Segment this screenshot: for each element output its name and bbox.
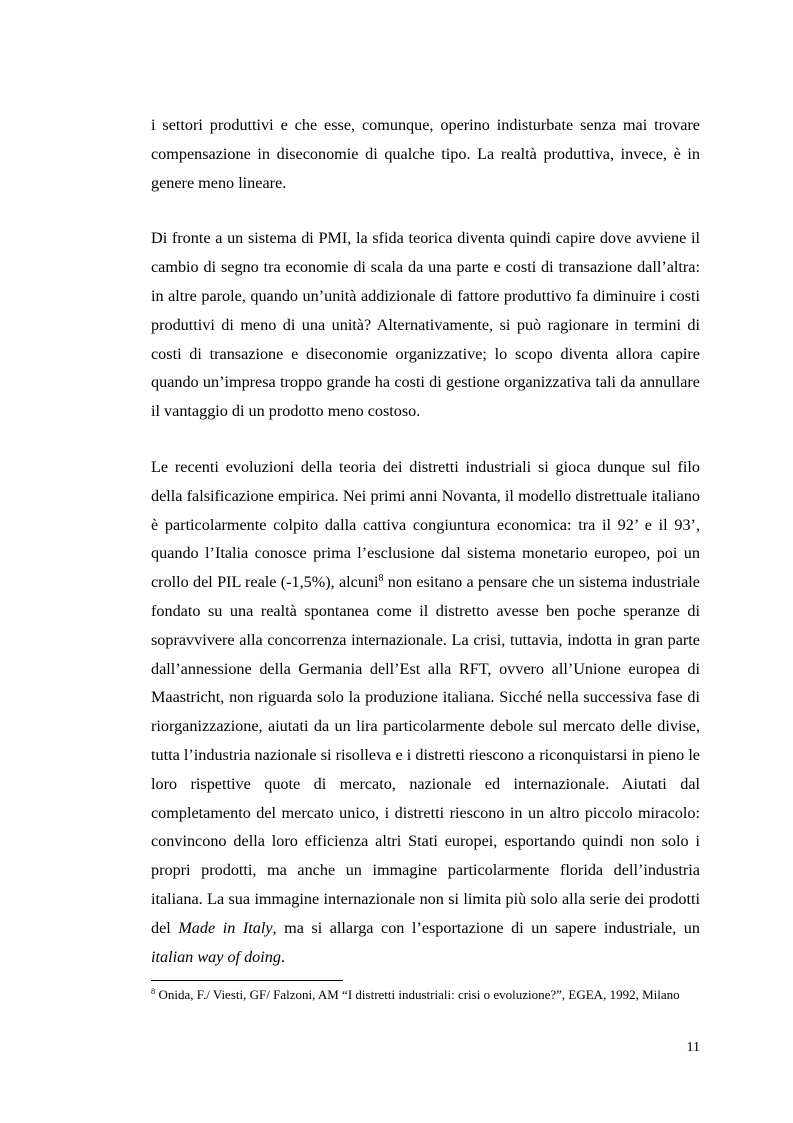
footnote — [151, 986, 711, 1004]
footnote-reference: 8 — [378, 573, 384, 585]
body-text — [151, 111, 700, 971]
paragraph-3-text: . — [280, 947, 285, 966]
paragraph-1: i settori produttivi e che esse, comunque, operino indisturbate senza mai trovare compensazione in diseconomie di qualche tipo. La realtà produttiva, invece, è in genere meno lineare. — [151, 116, 700, 192]
paragraph-2: Di fronte a un sistema di PMI, la sfida teorica diventa quindi capire dove avviene il cambio di segno tra economie di scala da una parte e costi di transazione dall’altra: in altre parole, quando un’unità addizionale di fattore produttivo fa diminuire i costi produttivi di meno di una unità? Alternativamente, si può ragionare in termini di costi di transazione e diseconomie organizzative; lo scopo diventa allora capire quando un’impresa troppo grande ha costi di gestione organizzativa tali da annullare il vantaggio di un prodotto meno costoso. — [151, 229, 700, 421]
footnote-divider — [151, 980, 343, 981]
page-number: 11 — [686, 1040, 700, 1055]
paragraph-3-text: Le recenti evoluzioni della teoria dei distretti industriali si gioca dunque sul filo della falsificazione empirica. Nei primi anni Novanta, il modello distrettuale italiano è particolarmente colpito dalla cattiva congiuntura economica: tra il 92’ e il 93’, quando l’Italia conosce prima l’esclusione dal sistema monetario europeo, poi un crollo del PIL reale (-1,5%), alcuni — [151, 457, 700, 592]
paragraph-3-text: , ma si allarga con l’esportazione di un sapere industriale, un — [272, 918, 700, 937]
italic-term-italian-way: italian way of doing — [151, 947, 281, 966]
paragraph-3 — [151, 453, 700, 971]
footnote-number: 8 — [151, 986, 156, 996]
footnote-text: Onida, F./ Viesti, GF/ Falzoni, AM “I distretti industriali: crisi o evoluzione?”, EGEA, 1992, Milano — [155, 987, 680, 1002]
italic-term-made-in-italy: Made in Italy — [178, 918, 273, 937]
paragraph-3-text: non esitano a pensare che un sistema industriale fondato su una realtà spontanea come il distretto avesse ben poche speranze di sopravvivere alla concorrenza internazionale. La crisi, tuttavia, indotta in gran parte dall’annessione della Germania dell’Est alla RFT, ovvero all’Unione europea di Maastricht, non riguarda solo la produzione italiana. Sicché nella successiva fase di riorganizzazione, aiutati da un lira particolarmente debole sul mercato delle divise, tutta l’industria nazionale si risolleva e i distretti riescono a riconquistarsi in pieno le loro rispettive quote di mercato, nazionale ed internazionale. Aiutati dal completamento del mercato unico, i distretti riescono in un altro piccolo miracolo: convincono della loro efficienza altri Stati europei, esportando quindi non solo i propri prodotti, ma anche un immagine particolarmente florida dell’industria italiana. La sua immagine internazionale non si limita più solo alla serie dei prodotti del — [151, 573, 700, 937]
